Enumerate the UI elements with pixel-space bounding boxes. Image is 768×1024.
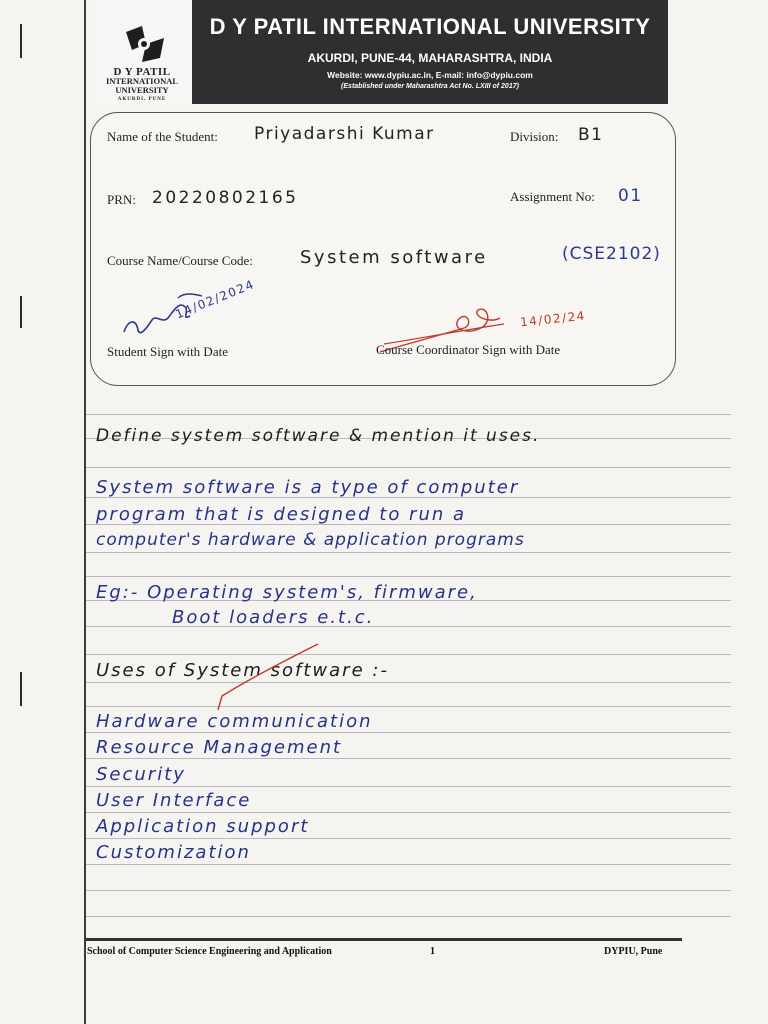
uses-item: User Interface — [96, 790, 252, 811]
student-sign-label: Student Sign with Date — [107, 344, 228, 359]
ruled-line — [86, 916, 731, 917]
student-sign-date: 14/02/2024 — [173, 276, 257, 322]
division-label: Division: — [510, 129, 559, 144]
uses-item: Security — [96, 764, 186, 785]
footer-rule — [86, 938, 682, 941]
ruled-line — [86, 654, 731, 655]
ruled-line — [86, 552, 731, 553]
logo-text-line: INTERNATIONAL — [105, 76, 179, 86]
prn-value: 20220802165 — [152, 188, 299, 208]
uses-item: Resource Management — [96, 737, 343, 758]
student-signature-icon — [118, 290, 268, 346]
coordinator-sign-label: Course Coordinator Sign with Date — [376, 342, 561, 357]
assignment-label: Assignment No: — [510, 189, 595, 204]
uses-item: Application support — [96, 816, 310, 837]
question-text: Define system software & mention it uses. — [96, 426, 541, 446]
logo-text-line: D Y PATIL — [113, 66, 171, 78]
uses-item: Customization — [96, 842, 251, 863]
ruled-line — [86, 682, 731, 683]
ruled-line — [86, 890, 731, 891]
answer-line: computer's hardware & application programs — [96, 530, 525, 550]
course-code-value: (CSE2102) — [562, 244, 661, 264]
uses-heading: Uses of System software :- — [96, 660, 389, 681]
coordinator-sign-date: 14/02/24 — [519, 308, 587, 330]
example-line: Boot loaders e.t.c. — [172, 607, 375, 628]
ruled-line — [86, 706, 731, 707]
ruled-line — [86, 812, 731, 813]
prn-label: PRN: — [107, 192, 136, 207]
university-established: (Established under Maharashtra Act No. LXIII of 2017) — [341, 83, 519, 90]
footer-page-number: 1 — [430, 946, 435, 957]
binding-mark — [20, 296, 22, 328]
binding-mark — [20, 672, 22, 706]
answer-line: program that is designed to run a — [96, 504, 467, 525]
footer-institution: DYPIU, Pune — [604, 946, 663, 957]
ruled-line — [86, 864, 731, 865]
binding-mark — [20, 24, 22, 58]
course-label: Course Name/Course Code: — [107, 253, 253, 268]
ruled-line — [86, 467, 731, 468]
page-margin-line — [84, 0, 86, 1024]
student-name-label: Name of the Student: — [107, 129, 218, 144]
ruled-line — [86, 838, 731, 839]
logo-text-line: AKURDI, PUNE — [117, 97, 167, 102]
division-value: B1 — [578, 125, 604, 145]
university-logo-icon — [122, 24, 168, 64]
university-address: AKURDI, PUNE-44, MAHARASHTRA, INDIA — [307, 51, 553, 65]
assignment-value: 01 — [618, 186, 643, 206]
correction-mark-icon — [214, 640, 324, 712]
uses-item: Hardware communication — [96, 711, 373, 732]
footer-school: School of Computer Science Engineering and Application — [87, 946, 332, 957]
course-name-value: System software — [300, 247, 488, 268]
university-contact: Website: www.dypiu.ac.in, E-mail: info@dypiu.com — [327, 70, 533, 80]
example-line: Eg:- Operating system's, firmware, — [96, 582, 478, 603]
logo-text — [96, 68, 188, 104]
ruled-line — [86, 786, 731, 787]
university-name: D Y PATIL INTERNATIONAL UNIVERSITY — [209, 14, 651, 39]
logo-text-line: UNIVERSITY — [115, 85, 169, 95]
ruled-line — [86, 414, 731, 415]
answer-line: System software is a type of computer — [96, 477, 520, 498]
ruled-line — [86, 758, 731, 759]
ruled-line — [86, 576, 731, 577]
student-name-value: Priyadarshi Kumar — [254, 124, 435, 144]
ruled-line — [86, 732, 731, 733]
